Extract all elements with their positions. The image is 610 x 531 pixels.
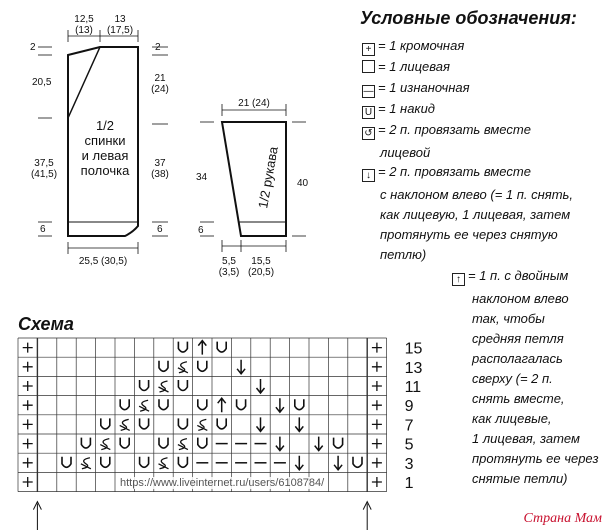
sleeve-dim-left: 34 [196,172,208,183]
yarn-over-symbol [217,342,226,353]
k2tog-symbol [197,419,207,430]
legend-text-cont: снятые петли) [472,471,568,486]
dim-left-upper: 20,5 [32,77,52,88]
dim-right-mid: 37 (38) [151,158,169,180]
yarn-over-symbol [62,457,71,468]
legend-text: = 2 п. провязать вместе [378,122,531,137]
yarn-over-symbol [101,418,110,429]
yarn-over-symbol [334,438,343,449]
legend-symbol-icon: U [362,106,375,119]
watermark: Страна Мам [523,511,602,526]
dim-top-left: 12,5 (13) [74,14,94,36]
row-number-label: 3 [404,455,414,473]
yarn-over-symbol [140,380,149,391]
selvedge-symbol [372,458,382,468]
k2tog-symbol [81,458,91,469]
source-url: https://www.liveinternet.ru/users/6108784/ [120,477,325,489]
yarn-over-symbol [159,438,168,449]
legend-item [362,38,464,56]
k2tog-symbol [100,439,110,450]
sleeve-dim-bottom-right: 15,5 (20,5) [247,256,275,278]
legend-text-cont: петлю) [380,247,427,262]
k2tog-left-symbol [295,456,303,470]
k2tog-left-symbol [257,379,265,393]
legend-text: = 2 п. провязать вместе [378,164,531,179]
yarn-over-symbol [120,399,129,410]
yarn-over-symbol [198,399,207,410]
row-number-label: 1 [404,475,414,492]
back-piece-diagram [0,0,360,300]
k2tog-left-symbol [295,417,303,431]
dim-right-low: 6 [157,224,163,235]
selvedge-symbol [23,343,33,353]
legend-text: = 1 накид [378,101,435,116]
selvedge-symbol [372,477,382,487]
legend-text-cont: с наклоном влево (= 1 п. снять, [380,187,573,202]
yarn-over-symbol [120,438,129,449]
selvedge-symbol [23,439,33,449]
k2tog-left-symbol [257,417,265,431]
selvedge-symbol [23,458,33,468]
k2tog-symbol [178,439,188,450]
dim-left-mid: 37,5 (41,5) [30,158,58,180]
legend-text-cont: как лицевую, 1 лицевая, затем [380,207,571,222]
legend-item [362,59,450,74]
selvedge-symbol [372,439,382,449]
k2tog-symbol [178,362,188,373]
k2tog-left-symbol [315,437,323,451]
selvedge-symbol [372,400,382,410]
selvedge-symbol [23,419,33,429]
k2tog-symbol [159,458,169,469]
yarn-over-symbol [217,418,226,429]
legend-item [362,122,531,160]
selvedge-symbol [23,362,33,372]
sleeve-dim-left-low: 6 [198,225,204,236]
repeat-arrow-icon [33,502,41,530]
legend-text-cont: снять вместе, [472,391,565,406]
legend-symbol-icon: — [363,86,374,97]
legend-text-cont: протянуть ее через [472,451,599,466]
yarn-over-symbol [353,457,362,468]
yarn-over-symbol [178,342,187,353]
mark-2-right: 2 [155,42,161,53]
legend-symbol-icon: ↺ [362,127,375,140]
yarn-over-symbol [140,457,149,468]
legend-item [362,164,573,262]
selvedge-symbol [372,419,382,429]
legend-text-cont: как лицевые, [472,411,552,426]
dim-top-right: 13 (17,5) [106,14,134,36]
legend-symbol-icon: + [362,43,375,56]
yarn-over-symbol [198,361,207,372]
selvedge-symbol [372,343,382,353]
row-number-label: 7 [404,417,414,435]
row-number-label: 15 [404,340,423,358]
legend-text-cont: 1 лицевая, затем [472,431,580,446]
selvedge-symbol [372,362,382,372]
legend-item [452,268,599,486]
legend-text: = 1 кромочная [378,38,465,53]
legend-symbol-icon: ↑ [452,273,465,286]
row-number-label: 5 [404,436,414,454]
dim-bottom: 25,5 (30,5) [78,256,128,267]
legend-symbol-icon: ↓ [362,169,375,182]
yarn-over-symbol [178,457,187,468]
repeat-arrow-icon [363,502,371,530]
k2tog-symbol [120,419,130,430]
legend-text-cont: протянуть ее через снятую [380,227,558,242]
sleeve-dim-bottom-left: 5,5 (3,5) [218,256,240,278]
double-decrease-symbol [218,398,226,412]
k2tog-left-symbol [276,398,284,412]
legend-symbol-icon [362,60,375,73]
sleeve-label: 1/2 рукава [255,145,281,210]
selvedge-symbol [23,400,33,410]
schema-title: Схема [18,314,74,334]
back-piece-label: 1/2 спинки и левая полочка [80,118,130,178]
legend-text-cont: наклоном влево [472,291,569,306]
front-neck-diagonal [68,47,100,118]
k2tog-symbol [139,400,149,411]
row-number-label: 13 [404,359,423,377]
selvedge-symbol [23,381,33,391]
dim-right-upper: 21 (24) [151,73,169,95]
dim-left-low: 6 [40,224,46,235]
yarn-over-symbol [81,438,90,449]
knitting-chart [0,330,430,530]
yarn-over-symbol [295,399,304,410]
legend-item [362,101,435,119]
legend-text-cont: сверху (= 2 п. [472,371,553,386]
legend-text-cont: так, чтобы [472,311,545,326]
mark-2-left: 2 [30,42,36,53]
selvedge-symbol [23,477,33,487]
legend-text: = 1 изнаночная [378,80,470,95]
legend-text: = 1 лицевая [378,59,450,74]
k2tog-symbol [159,381,169,392]
legend-text: = 1 п. с двойным [468,268,569,283]
selvedge-symbol [372,381,382,391]
k2tog-left-symbol [334,456,342,470]
k2tog-left-symbol [276,437,284,451]
legend-item [362,80,470,98]
yarn-over-symbol [159,399,168,410]
legend-text-cont: лицевой [380,145,431,160]
k2tog-left-symbol [237,360,245,374]
sleeve-dim-right: 40 [297,178,309,189]
legend-text-cont: средняя петля [472,331,564,346]
sleeve-dim-top: 21 (24) [238,98,270,109]
yarn-over-symbol [178,380,187,391]
legend-text-cont: располагалась [472,351,563,366]
yarn-over-symbol [140,418,149,429]
yarn-over-symbol [237,399,246,410]
yarn-over-symbol [101,457,110,468]
legend-title: Условные обозначения: [360,8,577,28]
row-number-label: 9 [404,398,414,416]
double-decrease-symbol [198,341,206,355]
row-number-label: 11 [404,379,422,396]
yarn-over-symbol [159,361,168,372]
yarn-over-symbol [198,438,207,449]
yarn-over-symbol [178,418,187,429]
